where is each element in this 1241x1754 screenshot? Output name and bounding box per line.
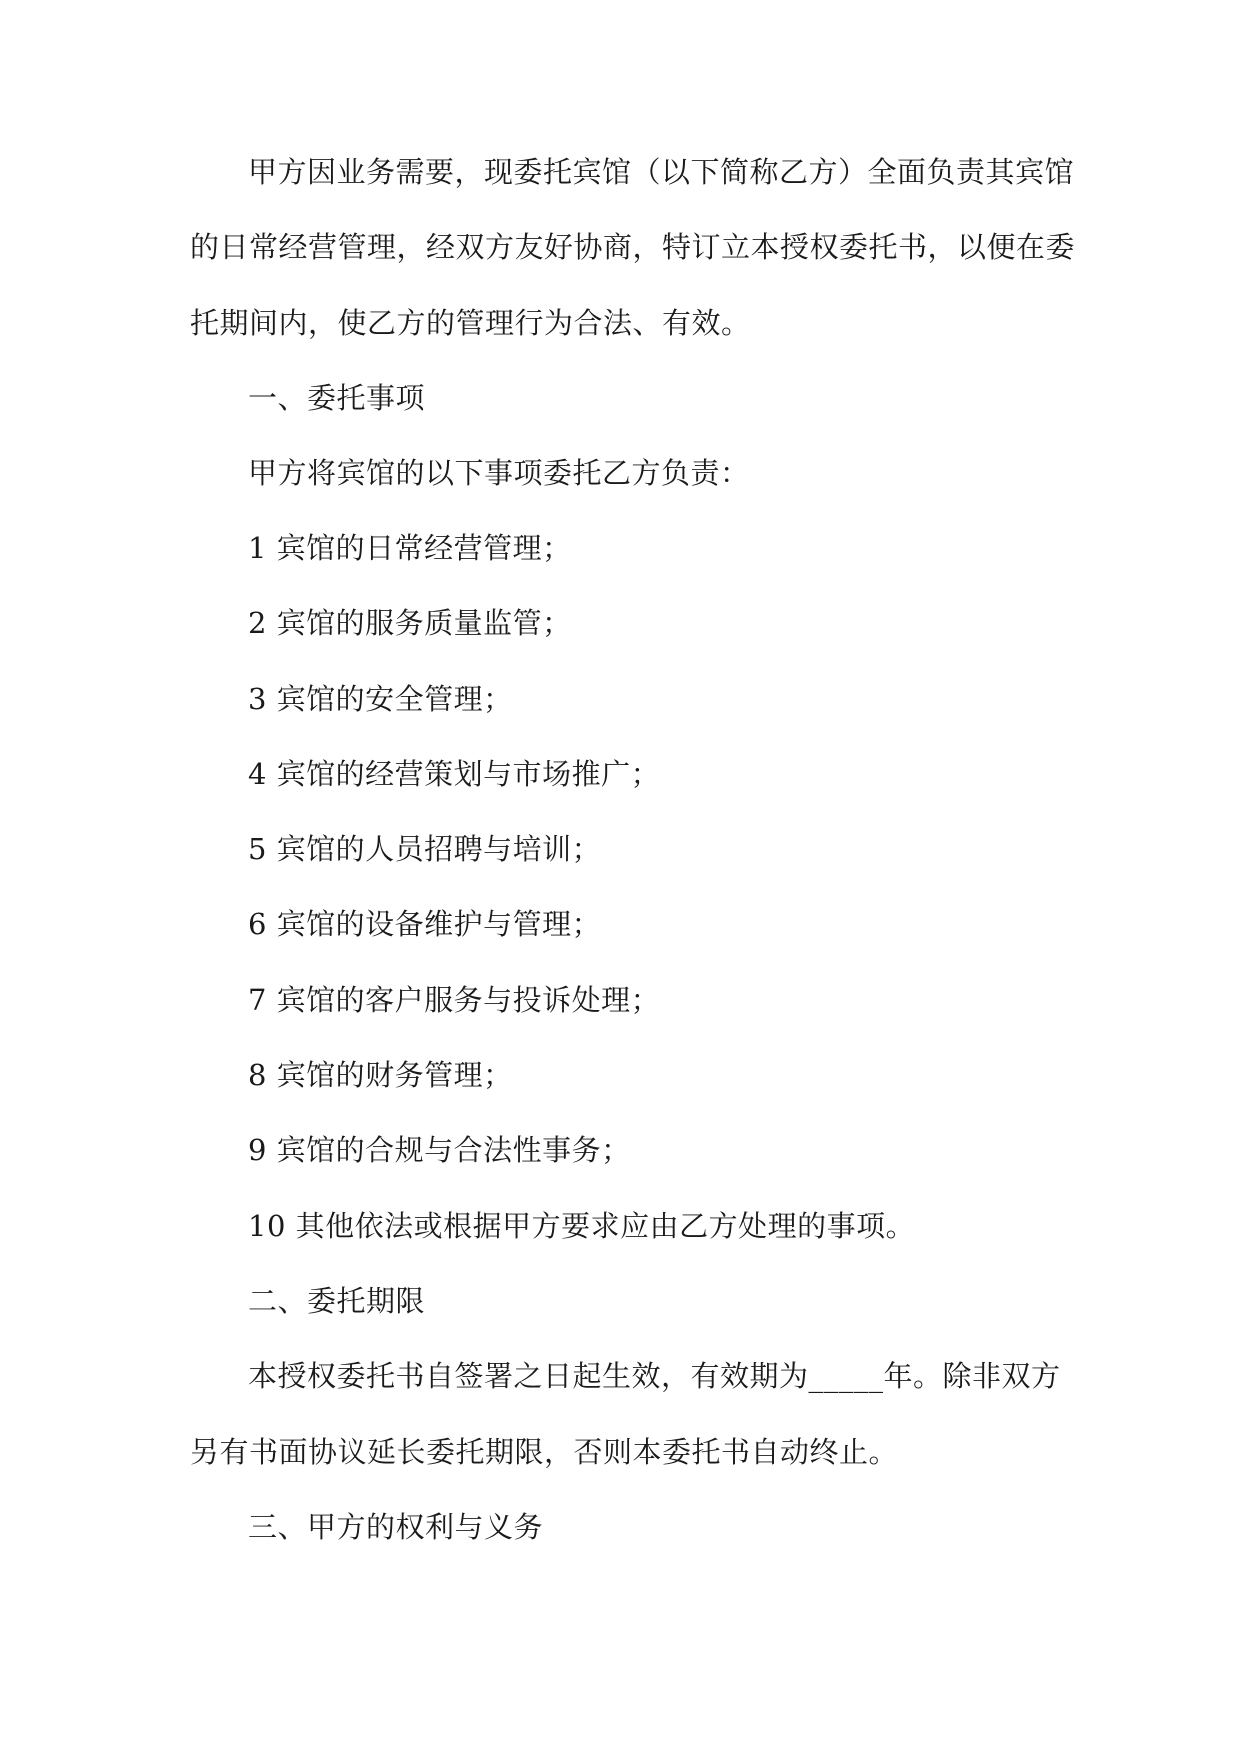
list-item: 4 宾馆的经营策划与市场推广；: [248, 757, 661, 791]
list-item: 9 宾馆的合规与合法性事务；: [248, 1133, 631, 1167]
section-2-body-line-1: 本授权委托书自签署之日起生效，有效期为_____年。除非双方: [248, 1359, 1061, 1393]
intro-line-2: 的日常经营管理，经双方友好协商，特订立本授权委托书，以便在委: [190, 230, 1076, 264]
section-heading-2: 二、委托期限: [248, 1284, 426, 1318]
intro-line-1: 甲方因业务需要，现委托宾馆（以下简称乙方）全面负责其宾馆: [248, 155, 1075, 189]
list-item: 5 宾馆的人员招聘与培训；: [248, 832, 602, 866]
intro-line-3: 托期间内，使乙方的管理行为合法、有效。: [190, 306, 751, 340]
list-item: 7 宾馆的客户服务与投诉处理；: [248, 983, 661, 1017]
list-item: 8 宾馆的财务管理；: [248, 1058, 513, 1092]
section-heading-1: 一、委托事项: [248, 381, 426, 415]
list-item: 2 宾馆的服务质量监管；: [248, 606, 572, 640]
section-heading-3: 三、甲方的权利与义务: [248, 1510, 544, 1544]
list-item: 1 宾馆的日常经营管理；: [248, 531, 572, 565]
list-item: 6 宾馆的设备维护与管理；: [248, 907, 602, 941]
list-item: 3 宾馆的安全管理；: [248, 682, 513, 716]
list-item: 10 其他依法或根据甲方要求应由乙方处理的事项。: [248, 1209, 916, 1243]
section-2-body-line-2: 另有书面协议延长委托期限，否则本委托书自动终止。: [190, 1435, 899, 1469]
section-1-lead: 甲方将宾馆的以下事项委托乙方负责：: [248, 456, 750, 490]
